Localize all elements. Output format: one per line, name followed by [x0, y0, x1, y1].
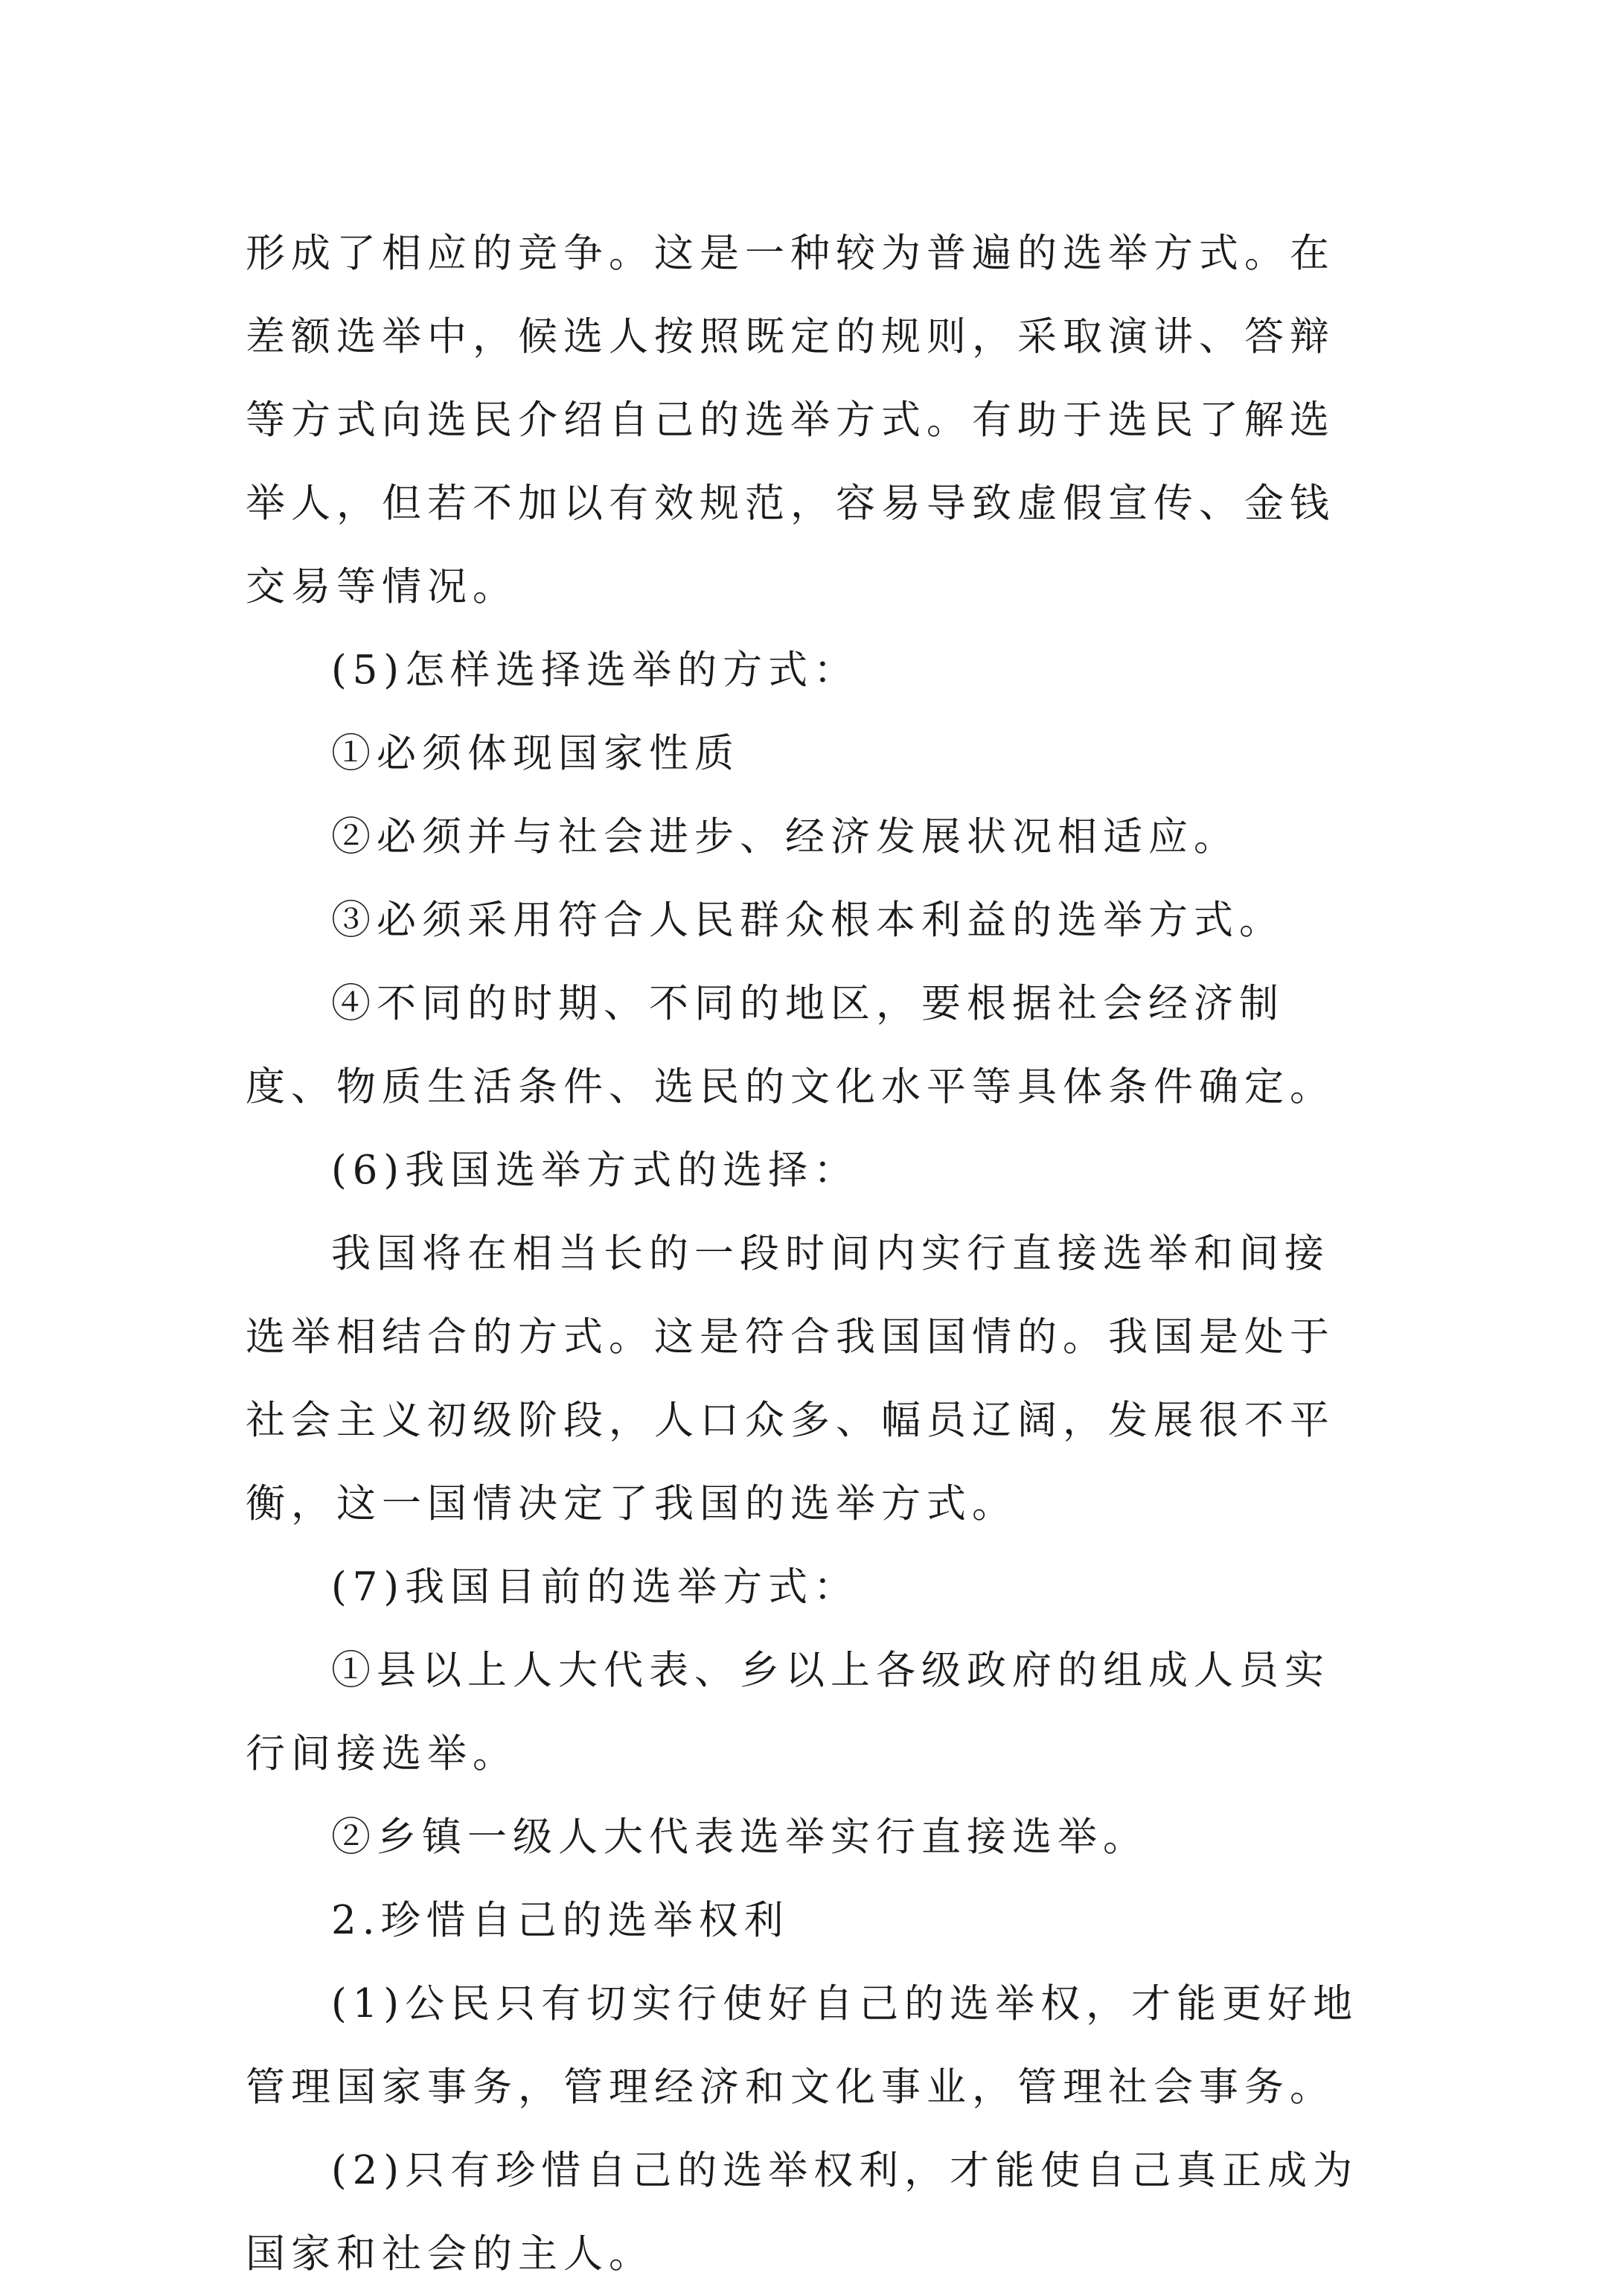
paragraph-5: ③必须采用符合人民群众根本利益的选举方式。 [331, 898, 1284, 943]
document-body [246, 212, 1362, 2296]
paragraph-9: (7)我国目前的选举方式： [331, 1564, 860, 1610]
paragraph-10: ①县以上人大代表、乡以上各级政府的组成人员实行间接选举。 [246, 1648, 1330, 1777]
paragraph-7: (6)我国选举方式的选择： [331, 1148, 860, 1193]
paragraph-1: 形成了相应的竞争。这是一种较为普遍的选举方式。在差额选举中，候选人按照既定的规则，采取演讲、答辩等方式向选民介绍自己的选举方式。有助于选民了解选举人，但若不加以有效规范，容易导致虚假宣传、金钱交易等情况。 [246, 231, 1335, 610]
paragraph-3: ①必须体现国家性质 [331, 731, 740, 776]
paragraph-14: (2)只有珍惜自己的选举权利，才能使自己真正成为国家和社会的主人。 [246, 2148, 1359, 2277]
paragraph-12: 2.珍惜自己的选举权利 [331, 1898, 790, 1943]
paragraph-11: ②乡镇一级人大代表选举实行直接选举。 [331, 1814, 1148, 1860]
paragraph-2: (5)怎样选择选举的方式： [331, 647, 860, 693]
paragraph-8: 我国将在相当长的一段时间内实行直接选举和间接选举相结合的方式。这是符合我国国情的。我国是处于社会主义初级阶段，人口众多、幅员辽阔，发展很不平衡，这一国情决定了我国的选举方式。 [246, 1231, 1335, 1526]
paragraph-4: ②必须并与社会进步、经济发展状况相适应。 [331, 814, 1239, 860]
paragraph-6: ④不同的时期、不同的地区，要根据社会经济制度、物质生活条件、选民的文化水平等具体条件确定。 [246, 981, 1335, 1110]
paragraph-13: (1)公民只有切实行使好自己的选举权，才能更好地管理国家事务，管理经济和文化事业，管理社会事务。 [246, 1981, 1359, 2110]
